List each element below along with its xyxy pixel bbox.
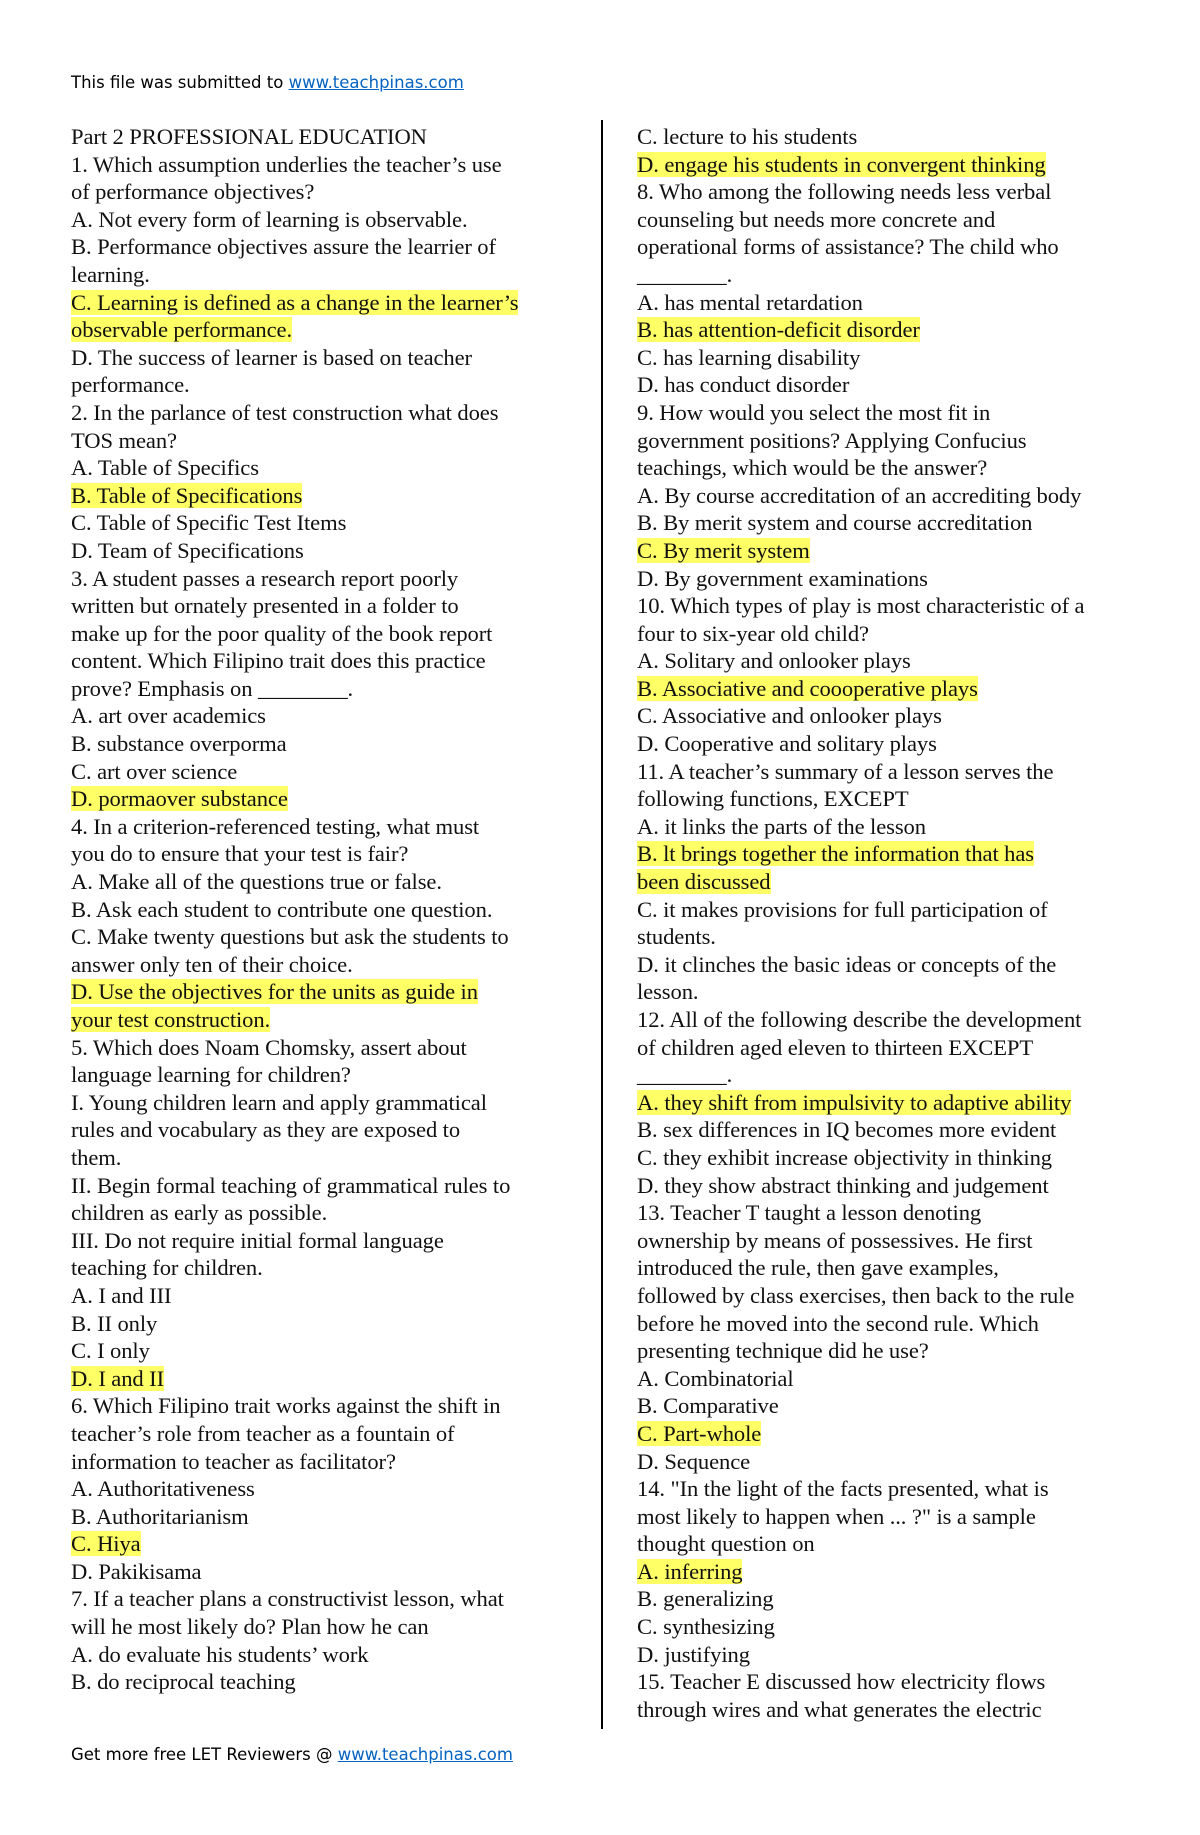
right-column-line: [637, 509, 1137, 537]
left-column-line: [71, 233, 571, 261]
line-text: I. Young children learn and apply grammatical: [71, 1089, 487, 1115]
line-text: ________.: [637, 261, 733, 287]
line-text: learning.: [71, 261, 150, 287]
header-link[interactable]: www.teachpinas.com: [288, 73, 464, 92]
right-column-line: [637, 1613, 1137, 1641]
right-column-line: [637, 592, 1137, 620]
line-text: D. The success of learner is based on teacher: [71, 344, 472, 370]
left-column-line: [71, 482, 571, 510]
line-text: C. they exhibit increase objectivity in thinking: [637, 1144, 1052, 1170]
line-text: operational forms of assistance? The child who: [637, 234, 1059, 260]
right-column-line: [637, 371, 1137, 399]
line-text: 3. A student passes a research report poorly: [71, 565, 459, 591]
left-column-line: [71, 1585, 571, 1613]
line-text: D. it clinches the basic ideas or concepts of the: [637, 951, 1057, 977]
highlighted-answer-text: C. Part-whole: [637, 1420, 762, 1446]
line-text: 15. Teacher E discussed how electricity flows: [637, 1669, 1046, 1695]
left-column-line: [71, 868, 571, 896]
left-column-line: [71, 509, 571, 537]
line-text: lesson.: [637, 979, 699, 1005]
left-column-line: [71, 1475, 571, 1503]
right-column-line: [637, 647, 1137, 675]
line-text: D. Pakikisama: [71, 1558, 202, 1584]
right-column-line: [637, 427, 1137, 455]
highlighted-answer-text: A. inferring: [637, 1558, 743, 1584]
line-text: children as early as possible.: [71, 1200, 328, 1226]
footer-link[interactable]: www.teachpinas.com: [337, 1745, 513, 1764]
right-column-line: [637, 206, 1137, 234]
right-column-line: [637, 1254, 1137, 1282]
left-column: [71, 123, 571, 1696]
right-column-line: [637, 1448, 1137, 1476]
left-column-line: [71, 454, 571, 482]
line-text: content. Which Filipino trait does this practice: [71, 648, 486, 674]
left-column-line: [71, 1006, 571, 1034]
right-column-line: [637, 1310, 1137, 1338]
line-text: them.: [71, 1144, 122, 1170]
right-column-line: [637, 896, 1137, 924]
line-text: D. Cooperative and solitary plays: [637, 731, 937, 757]
line-text: teaching for children.: [71, 1255, 263, 1281]
line-text: presenting technique did he use?: [637, 1338, 929, 1364]
line-text: will he most likely do? Plan how he can: [71, 1614, 429, 1640]
right-column-line: [637, 1116, 1137, 1144]
line-text: of children aged eleven to thirteen EXCEPT: [637, 1034, 1034, 1060]
line-text: 6. Which Filipino trait works against the shift in: [71, 1393, 501, 1419]
right-column-line: [637, 1585, 1137, 1613]
line-text: 9. How would you select the most fit in: [637, 399, 991, 425]
line-text: A. art over academics: [71, 703, 266, 729]
line-text: introduced the rule, then gave examples,: [637, 1255, 999, 1281]
left-column-line: [71, 978, 571, 1006]
left-column-line: [71, 1420, 571, 1448]
line-text: information to teacher as facilitator?: [71, 1448, 396, 1474]
line-text: thought question on: [637, 1531, 815, 1557]
line-text: A. By course accreditation of an accrediting body: [637, 482, 1082, 508]
left-column-line: [71, 1199, 571, 1227]
right-column-line: [637, 1475, 1137, 1503]
left-column-line: [71, 344, 571, 372]
right-column-line: [637, 1530, 1137, 1558]
highlighted-answer-text: B. Associative and coooperative plays: [637, 675, 978, 701]
right-column: [637, 123, 1137, 1723]
highlighted-answer-text: A. they shift from impulsivity to adaptive ability: [637, 1089, 1072, 1115]
right-column-line: [637, 1696, 1137, 1724]
line-text: II. Begin formal teaching of grammatical rules to: [71, 1172, 511, 1198]
line-text: B. Authoritarianism: [71, 1503, 249, 1529]
left-column-line: [71, 785, 571, 813]
line-text: teachings, which would be the answer?: [637, 455, 988, 481]
right-column-line: [637, 730, 1137, 758]
line-text: A. Authoritativeness: [71, 1476, 255, 1502]
left-column-line: [71, 1034, 571, 1062]
left-column-line: [71, 1337, 571, 1365]
left-column-line: [71, 178, 571, 206]
line-text: 7. If a teacher plans a constructivist lesson, what: [71, 1586, 504, 1612]
line-text: A. do evaluate his students’ work: [71, 1641, 369, 1667]
right-column-line: [637, 1337, 1137, 1365]
line-text: 5. Which does Noam Chomsky, assert about: [71, 1034, 467, 1060]
left-column-line: [71, 1530, 571, 1558]
left-column-line: [71, 1254, 571, 1282]
left-column-line: [71, 206, 571, 234]
left-column-line: [71, 1227, 571, 1255]
line-text: D. Team of Specifications: [71, 537, 304, 563]
right-column-line: [637, 951, 1137, 979]
right-column-line: [637, 1668, 1137, 1696]
page-header: [71, 73, 464, 92]
left-column-line: [71, 702, 571, 730]
left-column-line: [71, 1448, 571, 1476]
highlighted-answer-text: B. Table of Specifications: [71, 482, 303, 508]
line-text: prove? Emphasis on ________.: [71, 675, 354, 701]
right-column-line: [637, 316, 1137, 344]
left-column-line: [71, 399, 571, 427]
right-column-line: [637, 1420, 1137, 1448]
line-text: C. I only: [71, 1338, 150, 1364]
highlighted-answer-text: C. Hiya: [71, 1531, 141, 1557]
right-column-line: [637, 868, 1137, 896]
line-text: B. Performance objectives assure the learrier of: [71, 234, 496, 260]
highlighted-answer-text: observable performance.: [71, 317, 293, 343]
line-text: C. Associative and onlooker plays: [637, 703, 942, 729]
line-text: 1. Which assumption underlies the teacher’s use: [71, 151, 502, 177]
line-text: following functions, EXCEPT: [637, 786, 909, 812]
line-text: 11. A teacher’s summary of a lesson serves the: [637, 758, 1054, 784]
line-text: language learning for children?: [71, 1062, 351, 1088]
left-column-line: [71, 1503, 571, 1531]
right-column-line: [637, 1006, 1137, 1034]
left-column-line: [71, 371, 571, 399]
line-text: A. it links the parts of the lesson: [637, 813, 926, 839]
left-column-line: [71, 813, 571, 841]
line-text: B. substance overporma: [71, 731, 287, 757]
right-column-line: [637, 1089, 1137, 1117]
right-column-line: [637, 1144, 1137, 1172]
line-text: of performance objectives?: [71, 179, 315, 205]
left-column-line: [71, 537, 571, 565]
line-text: D. has conduct disorder: [637, 372, 850, 398]
right-column-line: [637, 1503, 1137, 1531]
line-text: rules and vocabulary as they are exposed to: [71, 1117, 461, 1143]
line-text: III. Do not require initial formal language: [71, 1227, 444, 1253]
left-column-line: [71, 565, 571, 593]
line-text: C. art over science: [71, 758, 238, 784]
line-text: C. has learning disability: [637, 344, 861, 370]
line-text: C. Table of Specific Test Items: [71, 510, 347, 536]
left-column-line: [71, 316, 571, 344]
right-column-line: [637, 344, 1137, 372]
line-text: written but ornately presented in a folder to: [71, 593, 459, 619]
line-text: A. has mental retardation: [637, 289, 863, 315]
highlighted-answer-text: C. Learning is defined as a change in the learner’s: [71, 289, 519, 315]
right-column-line: [637, 978, 1137, 1006]
footer-text: Get more free LET Reviewers @: [71, 1745, 338, 1764]
line-text: make up for the poor quality of the book report: [71, 620, 493, 646]
line-text: 14. "In the light of the facts presented, what is: [637, 1476, 1049, 1502]
right-column-line: [637, 923, 1137, 951]
right-column-line: [637, 151, 1137, 179]
right-column-line: [637, 178, 1137, 206]
line-text: government positions? Applying Confucius: [637, 427, 1027, 453]
line-text: D. By government examinations: [637, 565, 928, 591]
right-column-line: [637, 123, 1137, 151]
page-footer: [71, 1745, 513, 1764]
line-text: C. Make twenty questions but ask the students to: [71, 924, 509, 950]
left-column-line: [71, 151, 571, 179]
highlighted-answer-text: D. pormaover substance: [71, 786, 288, 812]
line-text: you do to ensure that your test is fair?: [71, 841, 409, 867]
left-column-line: [71, 620, 571, 648]
right-column-line: [637, 1282, 1137, 1310]
highlighted-answer-text: D. I and II: [71, 1365, 165, 1391]
line-text: C. lecture to his students: [637, 124, 858, 149]
left-column-line: [71, 840, 571, 868]
line-text: most likely to happen when ... ?" is a sample: [637, 1503, 1036, 1529]
right-column-line: [637, 758, 1137, 786]
line-text: A. Solitary and onlooker plays: [637, 648, 911, 674]
line-text: B. generalizing: [637, 1586, 774, 1612]
left-column-line: [71, 896, 571, 924]
line-text: D. Sequence: [637, 1448, 751, 1474]
line-text: 12. All of the following describe the development: [637, 1007, 1082, 1032]
left-column-line: [71, 1144, 571, 1172]
highlighted-answer-text: D. engage his students in convergent thinking: [637, 151, 1046, 177]
line-text: followed by class exercises, then back to the rule: [637, 1282, 1075, 1308]
line-text: D. justifying: [637, 1641, 750, 1667]
line-text: B. Comparative: [637, 1393, 779, 1419]
highlighted-answer-text: C. By merit system: [637, 537, 810, 563]
right-column-line: [637, 482, 1137, 510]
right-column-line: [637, 454, 1137, 482]
line-text: C. synthesizing: [637, 1614, 775, 1640]
highlighted-answer-text: B. lt brings together the information that has: [637, 841, 1034, 867]
line-text: ownership by means of possessives. He first: [637, 1227, 1033, 1253]
left-column-line: [71, 123, 571, 151]
line-text: B. do reciprocal teaching: [71, 1669, 296, 1695]
left-column-line: [71, 1641, 571, 1669]
left-column-line: [71, 1613, 571, 1641]
left-column-line: [71, 1392, 571, 1420]
line-text: C. it makes provisions for full participation of: [637, 896, 1048, 922]
line-text: through wires and what generates the electric: [637, 1696, 1042, 1722]
right-column-line: [637, 1365, 1137, 1393]
line-text: before he moved into the second rule. Which: [637, 1310, 1039, 1336]
left-column-line: [71, 675, 571, 703]
right-column-line: [637, 233, 1137, 261]
line-text: B. sex differences in IQ becomes more evident: [637, 1117, 1057, 1143]
line-text: 2. In the parlance of test construction what does: [71, 399, 499, 425]
line-text: answer only ten of their choice.: [71, 951, 353, 977]
column-divider: [601, 120, 603, 1729]
left-column-line: [71, 1282, 571, 1310]
right-column-line: [637, 620, 1137, 648]
left-column-line: [71, 592, 571, 620]
right-column-line: [637, 1392, 1137, 1420]
line-text: A. Not every form of learning is observable.: [71, 206, 468, 232]
right-column-line: [637, 1172, 1137, 1200]
line-text: performance.: [71, 372, 190, 398]
right-column-line: [637, 399, 1137, 427]
right-column-line: [637, 537, 1137, 565]
right-column-line: [637, 813, 1137, 841]
left-column-line: [71, 1061, 571, 1089]
highlighted-answer-text: been discussed: [637, 869, 771, 895]
left-column-line: [71, 1668, 571, 1696]
line-text: teacher’s role from teacher as a fountain of: [71, 1420, 455, 1446]
left-column-line: [71, 647, 571, 675]
line-text: ________.: [637, 1062, 733, 1088]
right-column-line: [637, 289, 1137, 317]
line-text: 10. Which types of play is most characteristic of a: [637, 593, 1085, 619]
left-column-line: [71, 951, 571, 979]
highlighted-answer-text: D. Use the objectives for the units as guide in: [71, 979, 478, 1005]
left-column-line: [71, 1089, 571, 1117]
right-column-line: [637, 1061, 1137, 1089]
highlighted-answer-text: your test construction.: [71, 1007, 271, 1032]
highlighted-answer-text: B. has attention-deficit disorder: [637, 317, 920, 343]
line-text: A. Make all of the questions true or false.: [71, 869, 442, 895]
line-text: 8. Who among the following needs less verbal: [637, 179, 1052, 205]
line-text: B. By merit system and course accreditation: [637, 510, 1033, 536]
right-column-line: [637, 785, 1137, 813]
left-column-line: [71, 758, 571, 786]
left-column-line: [71, 1365, 571, 1393]
left-column-line: [71, 1310, 571, 1338]
line-text: counseling but needs more concrete and: [637, 206, 996, 232]
right-column-line: [637, 840, 1137, 868]
right-column-line: [637, 261, 1137, 289]
right-column-line: [637, 675, 1137, 703]
left-column-line: [71, 1558, 571, 1586]
line-text: Part 2 PROFESSIONAL EDUCATION: [71, 124, 427, 149]
left-column-line: [71, 289, 571, 317]
left-column-line: [71, 1172, 571, 1200]
right-column-line: [637, 1199, 1137, 1227]
right-column-line: [637, 1227, 1137, 1255]
left-column-line: [71, 261, 571, 289]
line-text: A. I and III: [71, 1282, 172, 1308]
right-column-line: [637, 1558, 1137, 1586]
right-column-line: [637, 702, 1137, 730]
line-text: A. Table of Specifics: [71, 455, 259, 481]
header-text: This file was submitted to: [71, 73, 289, 92]
line-text: 13. Teacher T taught a lesson denoting: [637, 1200, 982, 1226]
right-column-line: [637, 1034, 1137, 1062]
line-text: D. they show abstract thinking and judgement: [637, 1172, 1049, 1198]
left-column-line: [71, 730, 571, 758]
line-text: four to six-year old child?: [637, 620, 869, 646]
left-column-line: [71, 427, 571, 455]
left-column-line: [71, 1116, 571, 1144]
left-column-line: [71, 923, 571, 951]
line-text: 4. In a criterion-referenced testing, what must: [71, 813, 480, 839]
line-text: TOS mean?: [71, 427, 177, 453]
line-text: students.: [637, 924, 716, 950]
right-column-line: [637, 565, 1137, 593]
line-text: B. Ask each student to contribute one question.: [71, 896, 493, 922]
line-text: A. Combinatorial: [637, 1365, 794, 1391]
right-column-line: [637, 1641, 1137, 1669]
line-text: B. II only: [71, 1310, 158, 1336]
